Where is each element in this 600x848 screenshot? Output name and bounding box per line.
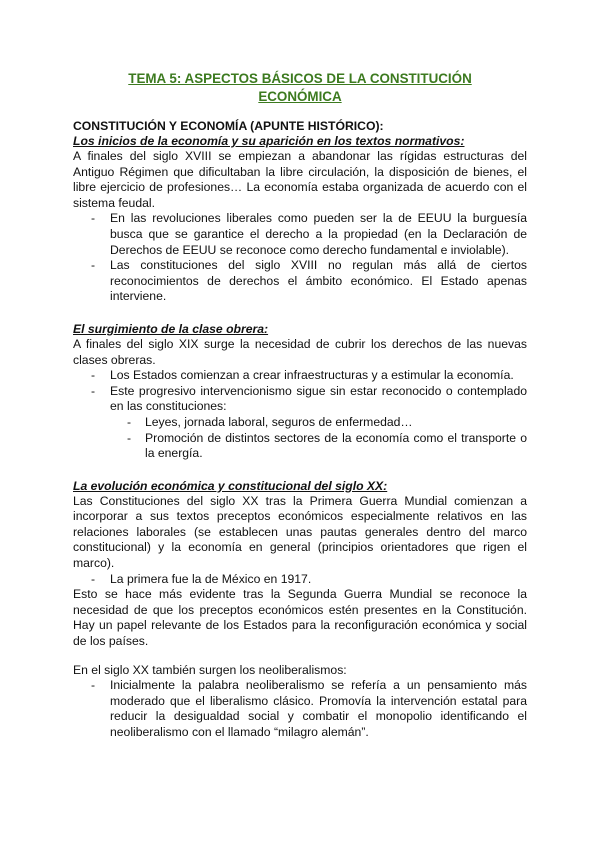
paragraph-working-class: A finales del siglo XIX surge la necesidad de cubrir los derechos de las nuevas clases obreras. xyxy=(73,336,527,367)
bullet-list-working-class xyxy=(73,368,527,415)
bullet-list-neoliberalism xyxy=(73,678,527,740)
list-item: - En las revoluciones liberales como pueden ser la de EEUU la burguesía busca que se garantice el derecho a la propiedad (en la Declaración de Derechos de EEUU se reconoce como derecho fundamental e inviolable). xyxy=(73,211,527,258)
paragraph-20th-century-2: Esto se hace más evidente tras la Segunda Guerra Mundial se reconoce la necesidad de que los preceptos económicos estén presentes en la Constitución. Hay un papel relevante de los Estados para la reconfiguración económica y social de los países. xyxy=(73,587,527,649)
sub-bullet-list xyxy=(73,415,527,462)
subheading-20th-century: La evolución económica y constitucional del siglo XX: xyxy=(73,478,388,493)
subheading-origins: Los inicios de la economía y su aparición en los textos normativos: xyxy=(73,134,465,148)
paragraph-neoliberalism: En el siglo XX también surgen los neoliberalismos: xyxy=(73,662,347,677)
bullet-list-origins xyxy=(73,211,527,305)
list-item: - Inicialmente la palabra neoliberalismo se refería a un pensamiento más moderado que el liberalismo clásico. Promovía la intervención estatal para reducir la desigualdad social y combatir el monopolio identificando el neoliberalismo con el llamado “milagro alemán”. xyxy=(73,678,527,740)
list-item: - Los Estados comienzan a crear infraestructuras y a estimular la economía. xyxy=(73,368,527,384)
list-item: - Leyes, jornada laboral, seguros de enfermedad… xyxy=(73,415,527,431)
section-heading: CONSTITUCIÓN Y ECONOMÍA (APUNTE HISTÓRICO): xyxy=(73,119,384,133)
list-item: - La primera fue la de México en 1917. xyxy=(73,572,527,588)
paragraph-20th-century-1: Las Constituciones del siglo XX tras la Primera Guerra Mundial comienzan a incorporar a sus textos preceptos económicos especialmente relativos en las relaciones laborales (se establecen unas pautas generales dentro del marco constitucional) y la economía en general (principios orientadores que rigen el marco). xyxy=(73,493,527,571)
paragraph-origins: A finales del siglo XVIII se empiezan a abandonar las rígidas estructuras del Antiguo Régimen que dificultaban la libre circulación, la disposición de bienes, el libre ejercicio de profesiones… La economía estaba organizada de acuerdo con el sistema feudal. xyxy=(73,149,527,210)
title-line-1: TEMA 5: ASPECTOS BÁSICOS DE LA CONSTITUCIÓN xyxy=(128,71,472,86)
list-item: - Las constituciones del siglo XVIII no regulan más allá de ciertos reconocimientos de derechos el ámbito económico. El Estado apenas interviene. xyxy=(73,258,527,305)
bullet-list-mexico xyxy=(73,572,527,588)
list-item: - Promoción de distintos sectores de la economía como el transporte o la energía. xyxy=(73,431,527,462)
list-item: - Este progresivo intervencionismo sigue sin estar reconocido o contemplado en las constituciones: xyxy=(73,384,527,415)
subheading-working-class: El surgimiento de la clase obrera: xyxy=(73,321,269,336)
document-title xyxy=(73,70,527,106)
title-line-2: ECONÓMICA xyxy=(258,89,342,104)
